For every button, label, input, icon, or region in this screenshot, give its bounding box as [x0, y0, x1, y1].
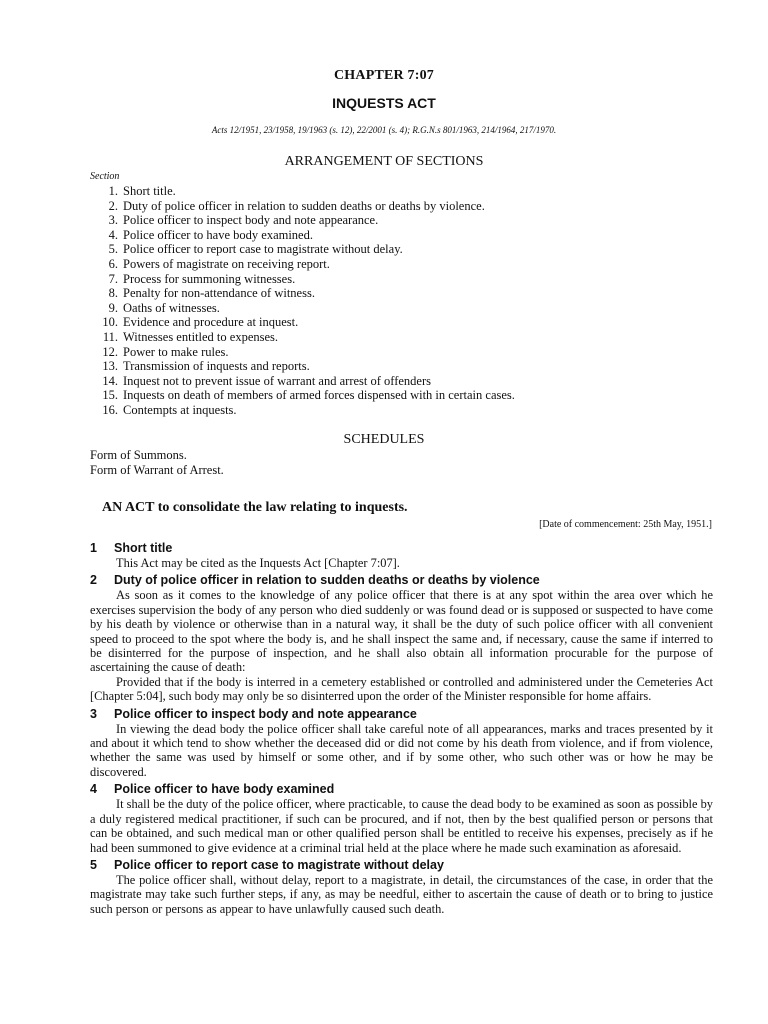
section-paragraph: Provided that if the body is interred in a cemetery established or controlled and administered under the Cemeteries Act [Chapter 5:04], such body may only be so disinterred upon the order of the Minister responsible for home affairs. — [90, 674, 713, 704]
toc-item-text: Inquests on death of members of armed forces dispensed with in certain cases. — [123, 388, 515, 403]
toc-item-text: Transmission of inquests and reports. — [123, 359, 310, 374]
section-title: Duty of police officer in relation to sudden deaths or deaths by violence — [114, 573, 540, 588]
toc-item-number: 8. — [108, 286, 118, 301]
section-paragraph: The police officer shall, without delay, report to a magistrate, in detail, the circumstances of the case, in order that the magistrate may take such further steps, if any, as may be needful, either to ascertain the cause of death or to bring to justice such person or persons as appear to have unlawfully caused such death. — [90, 872, 713, 916]
toc-item — [90, 403, 690, 418]
section-title: Short title — [114, 541, 173, 555]
long-title: AN ACT to consolidate the law relating to inquests. — [102, 500, 408, 515]
section-title: Police officer to inspect body and note appearance — [114, 706, 417, 721]
toc-item-number: 15. — [102, 388, 118, 403]
toc-item-number: 5. — [108, 242, 118, 257]
toc-item-number: 1. — [108, 184, 118, 198]
toc-item-number: 3. — [108, 213, 118, 228]
toc-item — [90, 388, 690, 403]
toc-item-text: Police officer to report case to magistrate without delay. — [123, 242, 403, 257]
toc-item-number: 11. — [102, 329, 118, 344]
toc-item — [90, 228, 690, 243]
chapter-number: CHAPTER 7:07 — [333, 68, 434, 83]
schedules-heading: SCHEDULES — [343, 432, 425, 447]
toc-item-text: Penalty for non-attendance of witness. — [123, 286, 315, 301]
toc-item-number: 12. — [102, 344, 118, 359]
toc-item — [90, 330, 690, 345]
section-5 — [90, 857, 713, 916]
schedule-item: Form of Warrant of Arrest. — [90, 463, 224, 477]
toc-item-number: 10. — [102, 315, 118, 330]
toc-item — [90, 272, 690, 287]
section-number: 4 — [90, 782, 97, 797]
section-heading — [90, 572, 713, 588]
arrangement-list — [90, 184, 690, 418]
toc-item-number: 16. — [102, 402, 118, 417]
section-4 — [90, 781, 713, 855]
toc-item-text: Evidence and procedure at inquest. — [123, 315, 299, 330]
toc-item-number: 13. — [102, 359, 118, 374]
section-column-label: Section — [90, 171, 120, 182]
toc-item-text: Witnesses entitled to expenses. — [123, 329, 279, 344]
toc-item-text: Police officer to inspect body and note appearance. — [123, 213, 379, 228]
section-title: Police officer to report case to magistrate without delay — [114, 857, 444, 872]
toc-item-number: 2. — [108, 198, 118, 213]
toc-item — [90, 257, 690, 272]
section-number: 5 — [90, 857, 97, 872]
section-heading — [90, 781, 713, 797]
toc-item-number: 4. — [108, 227, 118, 242]
section-heading — [90, 857, 713, 873]
toc-item — [90, 213, 690, 228]
toc-item-text: Oaths of witnesses. — [123, 300, 220, 315]
section-3 — [90, 706, 713, 780]
toc-item-number: 6. — [108, 256, 118, 271]
toc-item-text: Powers of magistrate on receiving report. — [123, 256, 330, 271]
toc-item-text: Inquest not to prevent issue of warrant and arrest of offenders — [123, 373, 432, 388]
toc-item — [90, 184, 690, 199]
toc-item-number: 7. — [108, 271, 118, 286]
toc-item-number: 9. — [108, 300, 118, 315]
section-number: 3 — [90, 706, 97, 721]
toc-item-text: Duty of police officer in relation to sudden deaths or deaths by violence. — [123, 198, 485, 213]
toc-item — [90, 345, 690, 360]
commencement-date: [Date of commencement: 25th May, 1951.] — [539, 519, 712, 530]
section-paragraph: As soon as it comes to the knowledge of any police officer that there is at any spot within the area over which he exercises supervision the body of any person who died suddenly or was found dead or is supposed or suspected to have come by his death by violence or otherwise than in a natural way, it shall be the duty of such police officer with all convenient speed to proceed to the spot where the body is, and he shall inspect the same and, if necessary, cause the same if interred to be disinterred for the purpose of inspection, and he shall also obtain all information procurable for the purpose of ascertaining the cause of death: — [90, 588, 713, 675]
schedule-item: Form of Summons. — [90, 448, 187, 462]
section-number: 2 — [90, 573, 97, 588]
toc-item — [90, 301, 690, 316]
section-paragraph: This Act may be cited as the Inquests Act [Chapter 7:07]. — [116, 556, 400, 570]
toc-item-text: Police officer to have body examined. — [123, 227, 313, 242]
act-title: INQUESTS ACT — [332, 95, 436, 111]
toc-item-text: Power to make rules. — [123, 344, 229, 359]
amending-acts-line: Acts 12/1951, 23/1958, 19/1963 (s. 12), 22/2001 (s. 4); R.G.N.s 801/1963, 214/1964, 217/1970. — [211, 125, 557, 135]
section-heading — [90, 540, 713, 556]
toc-item — [90, 199, 690, 214]
section-paragraph: It shall be the duty of the police officer, where practicable, to cause the dead body to be examined as soon as possible by a duly registered medical practitioner, if such can be procured, and if not, then by the best qualified person or persons that can be obtained, and such medical man or other qualified person shall be entitled to receive his expenses, precisely as if he had been summoned to give evidence at a criminal trial held at the place where he made such examination as aforesaid. — [90, 797, 713, 855]
toc-item — [90, 286, 690, 301]
section-paragraph: In viewing the dead body the police officer shall take careful note of all appearances, marks and traces presented by it and about it which tend to show whether the deceased did or did not come by his death from violence, and if from violence, whether the same was used by himself or some other, and if by some other, who such other was or how he may be discovered. — [90, 721, 713, 779]
toc-item — [90, 359, 690, 374]
schedules-list — [90, 448, 224, 478]
arrangement-heading: ARRANGEMENT OF SECTIONS — [284, 154, 484, 169]
toc-item — [90, 242, 690, 257]
toc-item-text: Short title. — [123, 184, 176, 198]
section-1 — [90, 540, 713, 570]
section-2 — [90, 572, 713, 703]
toc-item-text: Process for summoning witnesses. — [123, 271, 296, 286]
section-number: 1 — [90, 541, 97, 555]
section-title: Police officer to have body examined — [114, 782, 335, 797]
toc-item-number: 14. — [102, 373, 118, 388]
toc-item-text: Contempts at inquests. — [123, 402, 237, 417]
act-body — [90, 540, 713, 916]
section-heading — [90, 706, 713, 722]
toc-item — [90, 374, 690, 389]
toc-item — [90, 315, 690, 330]
